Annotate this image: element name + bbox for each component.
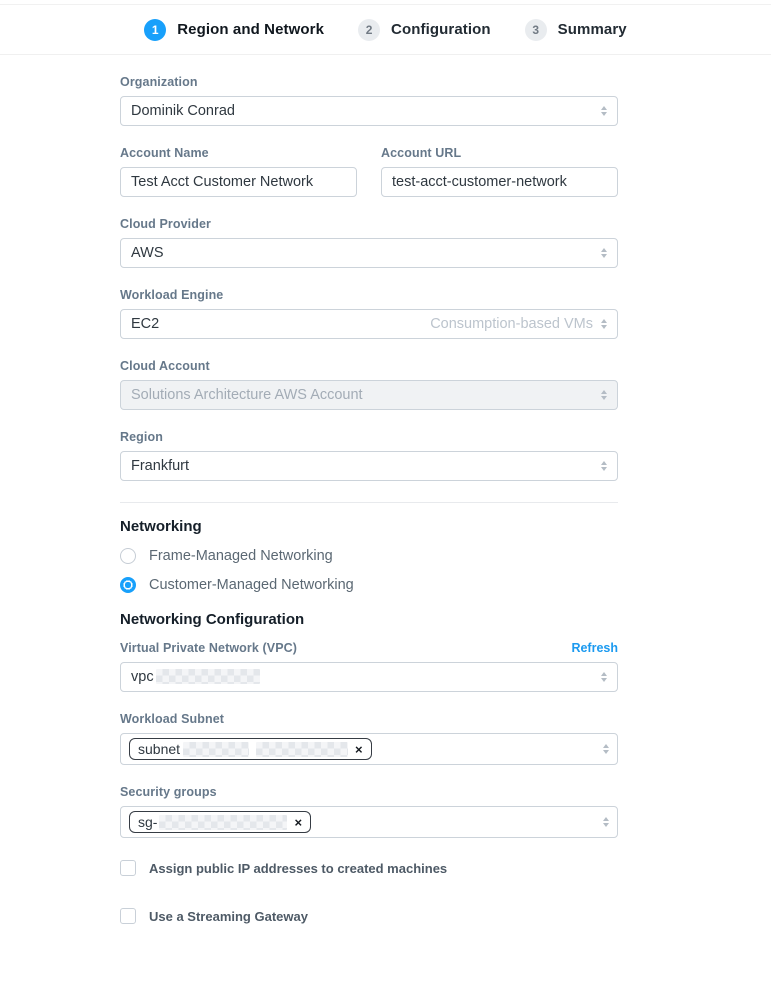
security-group-chip-text: sg-: [138, 814, 158, 830]
chevron-updown-icon: [603, 744, 609, 754]
step-region-and-network[interactable]: [144, 19, 324, 41]
vpc-label: Virtual Private Network (VPC): [120, 641, 298, 655]
chevron-updown-icon: [601, 390, 607, 400]
region-select[interactable]: [120, 451, 618, 481]
organization-value: Dominik Conrad: [131, 103, 235, 119]
account-url-input[interactable]: [381, 167, 618, 197]
chevron-updown-icon: [601, 461, 607, 471]
step-2-circle: 2: [358, 19, 380, 41]
assign-public-ip-row[interactable]: [120, 860, 618, 876]
vpc-select[interactable]: [120, 662, 618, 692]
step-2-label: Configuration: [391, 21, 491, 38]
account-form: [120, 75, 618, 924]
security-groups-label: Security groups: [120, 785, 217, 799]
step-1-label: Region and Network: [177, 21, 325, 38]
radio-customer-managed-networking[interactable]: [120, 577, 618, 593]
wizard-stepper-bar: [0, 5, 771, 55]
cloud-provider-select[interactable]: [120, 238, 618, 268]
subnet-chip-text: subnet: [138, 741, 181, 757]
region-label: Region: [120, 430, 163, 444]
workload-subnet-label: Workload Subnet: [120, 712, 225, 726]
streaming-gateway-label: Use a Streaming Gateway: [149, 908, 308, 924]
workload-engine-hint: Consumption-based VMs: [430, 316, 593, 332]
assign-public-ip-checkbox[interactable]: [120, 860, 136, 876]
refresh-link[interactable]: Refresh: [571, 641, 618, 655]
radio-frame-managed-label: Frame-Managed Networking: [149, 548, 333, 564]
chevron-updown-icon: [601, 672, 607, 682]
security-group-chip: [129, 811, 311, 833]
streaming-gateway-row[interactable]: [120, 908, 618, 924]
streaming-gateway-checkbox[interactable]: [120, 908, 136, 924]
account-url-label: Account URL: [381, 146, 462, 160]
cloud-account-label: Cloud Account: [120, 359, 210, 373]
cloud-account-value: Solutions Architecture AWS Account: [131, 387, 363, 403]
step-configuration[interactable]: [358, 19, 491, 41]
step-3-circle: 3: [525, 19, 547, 41]
workload-engine-select[interactable]: [120, 309, 618, 339]
radio-unselected-icon[interactable]: [120, 548, 136, 564]
account-url-value: test-acct-customer-network: [392, 174, 567, 190]
cloud-account-select: [120, 380, 618, 410]
step-1-circle: 1: [144, 19, 166, 41]
vpc-value: vpc: [131, 669, 260, 685]
cloud-provider-label: Cloud Provider: [120, 217, 211, 231]
security-groups-select[interactable]: [120, 806, 618, 838]
chevron-updown-icon: [601, 106, 607, 116]
remove-chip-icon[interactable]: ×: [294, 814, 303, 830]
radio-frame-managed-networking[interactable]: [120, 548, 618, 564]
assign-public-ip-label: Assign public IP addresses to created machines: [149, 860, 448, 876]
chevron-updown-icon: [601, 319, 607, 329]
section-divider: [120, 502, 618, 503]
redacted-security-group-id: [159, 815, 287, 830]
redacted-subnet-name: [256, 742, 348, 757]
radio-customer-managed-label: Customer-Managed Networking: [149, 577, 354, 593]
region-value: Frankfurt: [131, 458, 190, 474]
redacted-subnet-id: [183, 742, 249, 757]
workload-engine-label: Workload Engine: [120, 288, 224, 302]
step-summary[interactable]: [525, 19, 627, 41]
workload-subnet-select[interactable]: [120, 733, 618, 765]
chevron-updown-icon: [603, 817, 609, 827]
remove-chip-icon[interactable]: ×: [355, 741, 363, 757]
subnet-chip: [129, 738, 372, 760]
chevron-updown-icon: [601, 248, 607, 258]
organization-label: Organization: [120, 75, 198, 89]
workload-engine-value: EC2: [131, 316, 160, 332]
step-3-label: Summary: [557, 21, 627, 38]
account-name-value: Test Acct Customer Network: [131, 174, 314, 190]
networking-heading: Networking: [120, 518, 202, 535]
organization-select[interactable]: [120, 96, 618, 126]
networking-configuration-heading: Networking Configuration: [120, 611, 305, 628]
stepper: [144, 19, 627, 41]
radio-selected-icon[interactable]: [120, 577, 136, 593]
account-name-label: Account Name: [120, 146, 209, 160]
redacted-vpc-id: [156, 669, 260, 684]
cloud-provider-value: AWS: [131, 245, 164, 261]
account-name-input[interactable]: [120, 167, 357, 197]
